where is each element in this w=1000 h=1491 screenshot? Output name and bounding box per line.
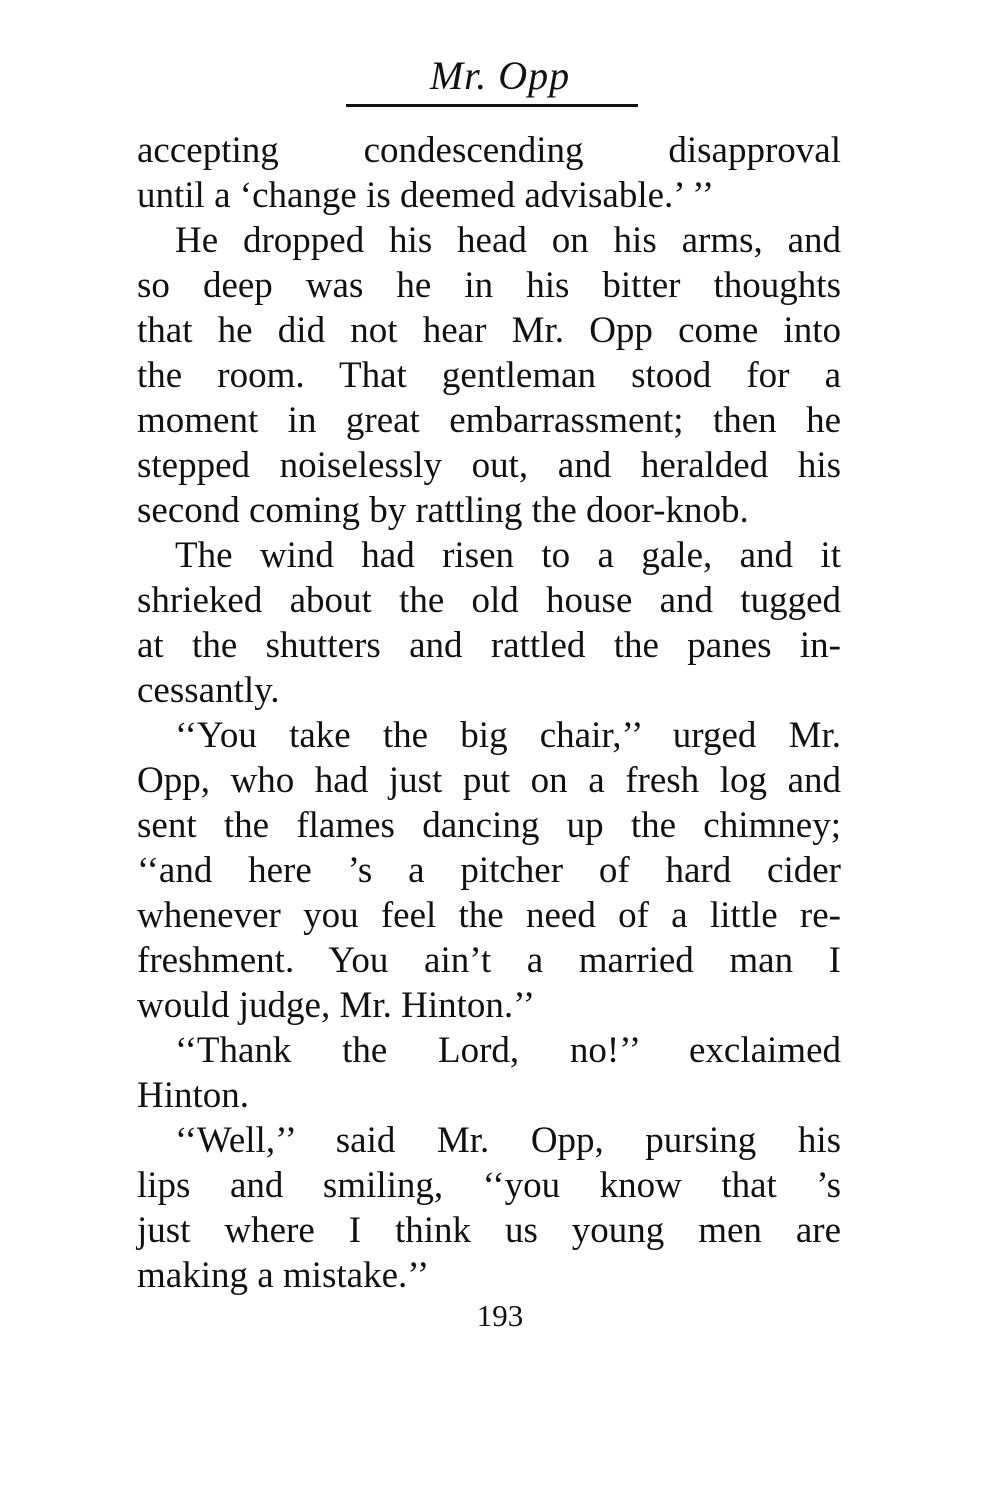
text-line: ‘‘Thank the Lord, no!’’ exclaimed [175, 1030, 841, 1071]
running-head: Mr. Opp [429, 53, 571, 98]
text-line: Opp, who had just put on a fresh log and [137, 760, 841, 801]
text-line: ‘‘You take the big chair,’’ urged Mr. [175, 715, 841, 756]
text-line: stepped noiselessly out, and heralded his [137, 445, 841, 486]
text-line: freshment. You ain’t a married man I [137, 940, 841, 981]
text-line: ‘‘and here ’s a pitcher of hard cider [137, 850, 841, 891]
text-line: just where I think us young men are [137, 1210, 841, 1251]
text-line: accepting condescending disapproval [137, 130, 841, 171]
text-line: lips and smiling, ‘‘you know that ’s [137, 1165, 841, 1206]
text-line: at the shutters and rattled the panes in- [137, 625, 841, 666]
text-line: ‘‘Well,’’ said Mr. Opp, pursing his [175, 1120, 841, 1161]
text-line: sent the flames dancing up the chimney; [137, 805, 841, 846]
text-line: He dropped his head on his arms, and [175, 220, 841, 261]
text-line: second coming by rattling the door-knob. [137, 490, 749, 531]
text-line: would judge, Mr. Hinton.’’ [137, 985, 536, 1026]
text-line: so deep was he in his bitter thoughts [137, 265, 841, 306]
text-line: cessantly. [137, 670, 280, 711]
page-number: 193 [476, 1298, 524, 1333]
text-line: making a mistake.’’ [137, 1255, 430, 1296]
text-line: that he did not hear Mr. Opp come into [137, 310, 841, 351]
body-text [137, 128, 841, 1298]
header-rule [346, 104, 638, 107]
text-line: the room. That gentleman stood for a [137, 355, 841, 396]
text-line: shrieked about the old house and tugged [137, 580, 841, 621]
text-line: until a ‘change is deemed advisable.’ ’’ [137, 175, 715, 216]
text-line: whenever you feel the need of a little re- [137, 895, 841, 936]
text-line: moment in great embarrassment; then he [137, 400, 841, 441]
text-line: Hinton. [137, 1075, 250, 1116]
text-line: The wind had risen to a gale, and it [175, 535, 841, 576]
